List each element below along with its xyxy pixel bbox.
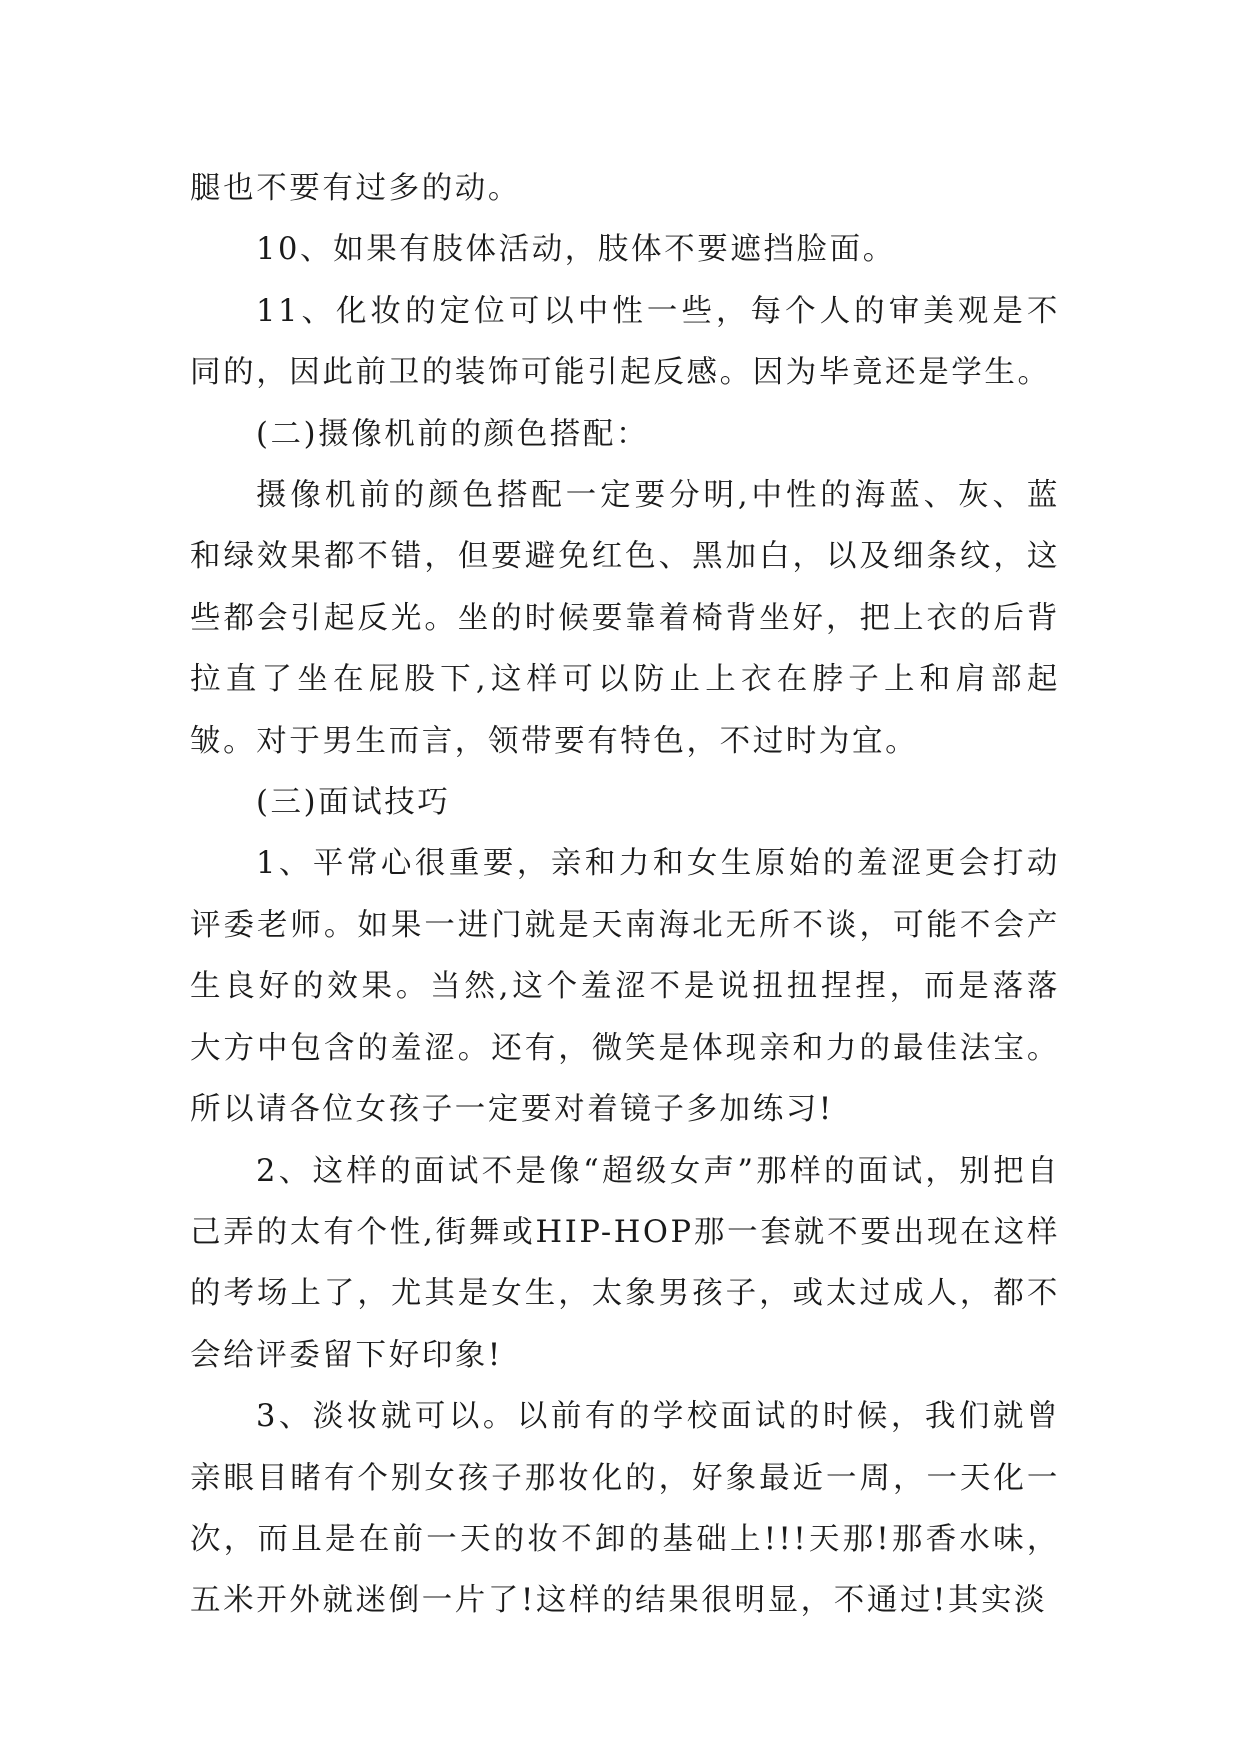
paragraph-tip-2: 2、这样的面试不是像“超级女声”那样的面试，别把自己弄的太有个性,街舞或HIP-HOP那一套就不要出现在这样的考场上了，尤其是女生，太象男孩子，或太过成人，都不会给评委留下好印象!: [190, 1153, 1060, 1373]
section-heading-color-matching: (二)摄像机前的颜色搭配：: [256, 416, 650, 452]
document-body: [190, 158, 1060, 1632]
paragraph-tip-3: 3、淡妆就可以。以前有的学校面试的时候，我们就曾亲眼目睹有个别女孩子那妆化的，好象最近一周，一天化一次，而且是在前一天的妆不卸的基础上!!!天那!那香水味，五米开外就迷倒一片了!这样的结果很明显，不通过!其实淡: [190, 1399, 1060, 1619]
paragraph-continuation: 腿也不要有过多的动。: [190, 171, 521, 206]
paragraph-tip-1: 1、平常心很重要，亲和力和女生原始的羞涩更会打动评委老师。如果一进门就是天南海北无所不谈，可能不会产生良好的效果。当然,这个羞涩不是说扭扭捏捏，而是落落大方中包含的羞涩。还有，微笑是体现亲和力的最佳法宝。所以请各位女孩子一定要对着镜子多加练习!: [190, 846, 1060, 1128]
paragraph-item-10: 10、如果有肢体活动，肢体不要遮挡脸面。: [256, 232, 896, 268]
paragraph-item-11: 11、化妆的定位可以中性一些，每个人的审美观是不同的，因此前卫的装饰可能引起反感。因为毕竟还是学生。: [190, 293, 1060, 391]
section-heading-interview-tips: (三)面试技巧: [256, 785, 451, 821]
paragraph-color-matching: 摄像机前的颜色搭配一定要分明,中性的海蓝、灰、蓝和绿效果都不错，但要避免红色、黑加白，以及细条纹，这些都会引起反光。坐的时候要靠着椅背坐好，把上衣的后背拉直了坐在屁股下,这样可以防止上衣在脖子上和肩部起皱。对于男生而言，领带要有特色，不过时为宜。: [190, 478, 1060, 759]
